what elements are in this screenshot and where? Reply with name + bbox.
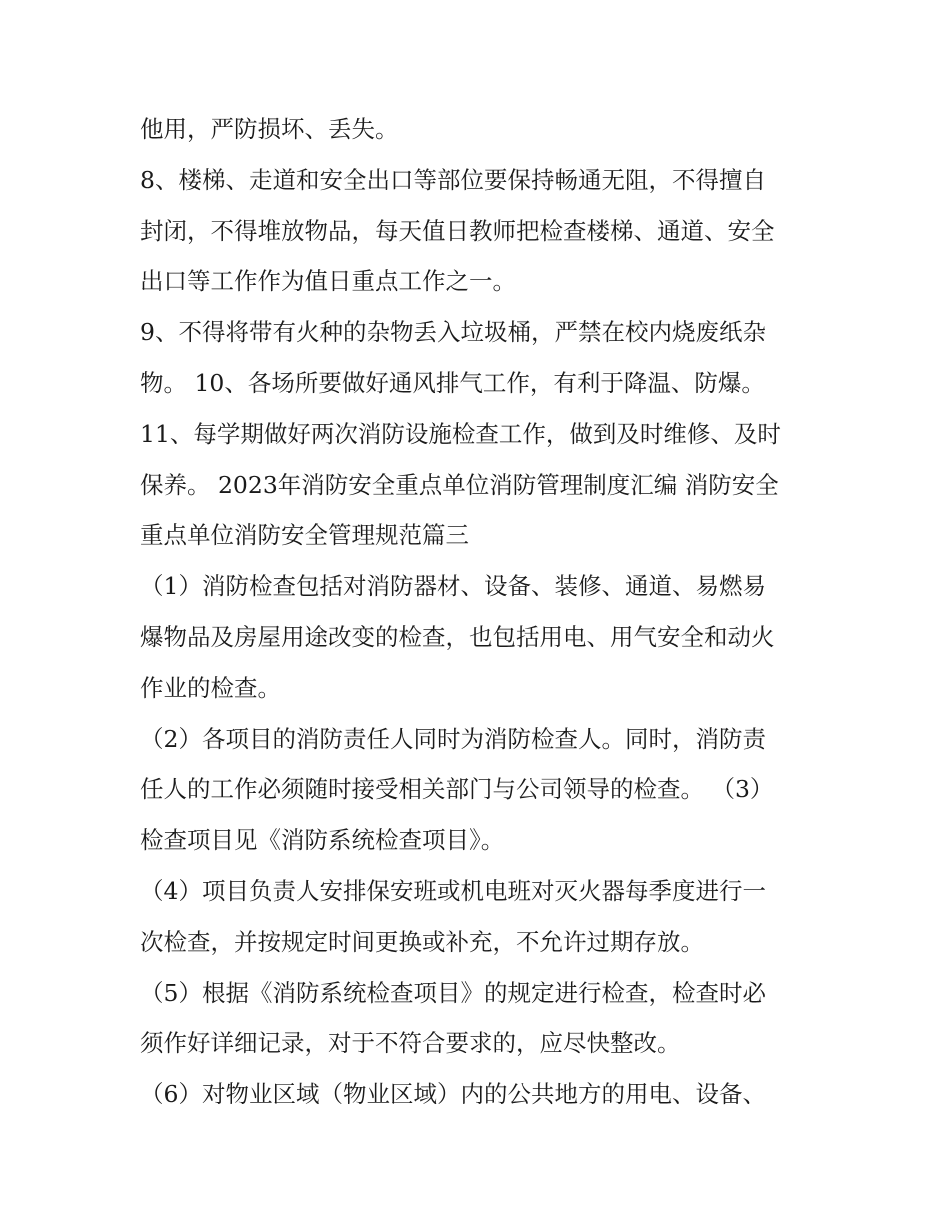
text-line: 次检查，并按规定时间更换或补充，不允许过期存放。 [140,927,704,956]
text-line: 爆物品及房屋用途改变的检查，也包括用电、用气安全和动火 [140,622,775,651]
text-line: 保养。 2023年消防安全重点单位消防管理制度汇编 消防安全 [140,470,779,499]
text-line: （4）项目负责人安排保安班或机电班对灭火器每季度进行一 [140,876,766,905]
text-line: 封闭，不得堆放物品，每天值日教师把检查楼梯、通道、安全 [140,216,775,245]
text-line: （5）根据《消防系统检查项目》的规定进行检查，检查时必 [140,978,766,1007]
text-line: 11、每学期做好两次消防设施检查工作，做到及时维修、及时 [140,419,781,448]
text-line: 须作好详细记录，对于不符合要求的，应尽快整改。 [140,1029,681,1058]
text-line: 检查项目见《消防系统检查项目》。 [140,826,505,855]
text-line: 作业的检查。 [140,673,281,702]
document-body [140,104,830,1120]
text-line: 重点单位消防安全管理规范篇三 [140,521,469,550]
text-line: 出口等工作作为值日重点工作之一。 [140,267,516,296]
text-line: 任人的工作必须随时接受相关部门与公司领导的检查。 （3） [140,775,774,804]
text-line: 他用，严防损坏、丢失。 [140,115,399,143]
text-line: 8、楼梯、走道和安全出口等部位要保持畅通无阻，不得擅自 [140,165,766,194]
text-line: （2）各项目的消防责任人同时为消防检查人。同时，消防责 [140,724,766,753]
text-line: （6）对物业区域（物业区域）内的公共地方的用电、设备、 [140,1080,766,1109]
text-line: 9、不得将带有火种的杂物丢入垃圾桶，严禁在校内烧废纸杂 [140,318,766,347]
text-line: （1）消防检查包括对消防器材、设备、装修、通道、易燃易 [140,572,766,601]
text-line: 物。 10、各场所要做好通风排气工作，有利于降温、防爆。 [140,368,765,397]
